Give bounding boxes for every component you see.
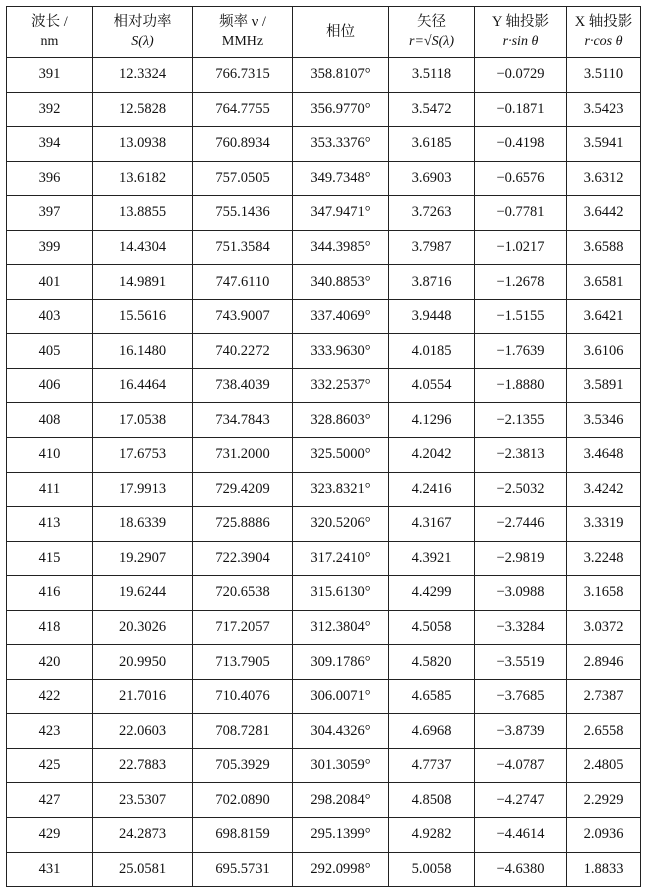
table-row: [7, 714, 641, 749]
relative-power-cell: 13.0938: [93, 127, 193, 162]
header-frequency-label: 频率 ν /: [219, 14, 266, 30]
phase-cell: 312.3804°: [293, 610, 389, 645]
header-y-projection: [475, 7, 567, 58]
header-radius-vector-formula: r=√S(λ): [409, 34, 454, 49]
header-phase-label: 相位: [326, 23, 355, 40]
frequency-cell: 713.7905: [193, 645, 293, 680]
radius-cell: 4.5820: [389, 645, 475, 680]
frequency-cell: 766.7315: [193, 58, 293, 93]
wavelength-cell: 415: [7, 541, 93, 576]
radius-cell: 4.8508: [389, 783, 475, 818]
radius-cell: 3.6185: [389, 127, 475, 162]
radius-cell: 3.5118: [389, 58, 475, 93]
x-projection-cell: 2.4805: [567, 748, 641, 783]
radius-cell: 3.7987: [389, 230, 475, 265]
frequency-cell: 702.0890: [193, 783, 293, 818]
y-projection-cell: −0.4198: [475, 127, 567, 162]
phase-cell: 298.2084°: [293, 783, 389, 818]
phase-cell: 340.8853°: [293, 265, 389, 300]
frequency-cell: 740.2272: [193, 334, 293, 369]
x-projection-cell: 3.6106: [567, 334, 641, 369]
y-projection-cell: −1.7639: [475, 334, 567, 369]
frequency-cell: 751.3584: [193, 230, 293, 265]
radius-cell: 3.9448: [389, 299, 475, 334]
radius-cell: 4.3167: [389, 507, 475, 542]
phase-cell: 353.3376°: [293, 127, 389, 162]
wavelength-cell: 397: [7, 196, 93, 231]
header-y-projection-label: Y 轴投影: [491, 14, 550, 30]
phase-cell: 328.8603°: [293, 403, 389, 438]
phase-cell: 323.8321°: [293, 472, 389, 507]
table-row: [7, 852, 641, 887]
phase-cell: 309.1786°: [293, 645, 389, 680]
data-table-container: [6, 6, 640, 887]
x-projection-cell: 1.8833: [567, 852, 641, 887]
radius-cell: 3.6903: [389, 161, 475, 196]
radius-cell: 4.0554: [389, 368, 475, 403]
y-projection-cell: −4.6380: [475, 852, 567, 887]
relative-power-cell: 13.6182: [93, 161, 193, 196]
x-projection-cell: 3.6588: [567, 230, 641, 265]
relative-power-cell: 22.0603: [93, 714, 193, 749]
wavelength-cell: 422: [7, 679, 93, 714]
table-row: [7, 299, 641, 334]
phase-cell: 332.2537°: [293, 368, 389, 403]
table-row: [7, 438, 641, 473]
wavelength-cell: 410: [7, 438, 93, 473]
x-projection-cell: 3.3319: [567, 507, 641, 542]
table-row: [7, 127, 641, 162]
wavelength-cell: 418: [7, 610, 93, 645]
phase-cell: 325.5000°: [293, 438, 389, 473]
table-row: [7, 196, 641, 231]
radius-cell: 4.1296: [389, 403, 475, 438]
frequency-cell: 698.8159: [193, 818, 293, 853]
frequency-cell: 734.7843: [193, 403, 293, 438]
x-projection-cell: 3.6312: [567, 161, 641, 196]
table-body: [7, 58, 641, 887]
wavelength-cell: 391: [7, 58, 93, 93]
x-projection-cell: 3.5346: [567, 403, 641, 438]
y-projection-cell: −0.0729: [475, 58, 567, 93]
relative-power-cell: 12.5828: [93, 92, 193, 127]
phase-cell: 315.6130°: [293, 576, 389, 611]
wavelength-cell: 413: [7, 507, 93, 542]
phase-cell: 304.4326°: [293, 714, 389, 749]
frequency-cell: 717.2057: [193, 610, 293, 645]
header-relative-power-label: 相对功率: [113, 14, 172, 30]
radius-cell: 5.0058: [389, 852, 475, 887]
table-row: [7, 368, 641, 403]
frequency-cell: 747.6110: [193, 265, 293, 300]
phase-cell: 320.5206°: [293, 507, 389, 542]
header-frequency: [193, 7, 293, 58]
x-projection-cell: 3.1658: [567, 576, 641, 611]
relative-power-cell: 17.0538: [93, 403, 193, 438]
relative-power-cell: 19.2907: [93, 541, 193, 576]
table-row: [7, 507, 641, 542]
table-row: [7, 92, 641, 127]
radius-cell: 4.6585: [389, 679, 475, 714]
wavelength-cell: 396: [7, 161, 93, 196]
relative-power-cell: 25.0581: [93, 852, 193, 887]
relative-power-cell: 16.1480: [93, 334, 193, 369]
phase-cell: 306.0071°: [293, 679, 389, 714]
x-projection-cell: 2.2929: [567, 783, 641, 818]
x-projection-cell: 3.6581: [567, 265, 641, 300]
frequency-cell: 743.9007: [193, 299, 293, 334]
header-wavelength-label: 波长 /: [31, 14, 68, 30]
table-row: [7, 610, 641, 645]
x-projection-cell: 3.6421: [567, 299, 641, 334]
radius-cell: 4.2416: [389, 472, 475, 507]
y-projection-cell: −2.9819: [475, 541, 567, 576]
y-projection-cell: −4.0787: [475, 748, 567, 783]
relative-power-cell: 12.3324: [93, 58, 193, 93]
wavelength-cell: 425: [7, 748, 93, 783]
frequency-cell: 710.4076: [193, 679, 293, 714]
frequency-cell: 720.6538: [193, 576, 293, 611]
header-relative-power-symbol: S(λ): [131, 34, 154, 49]
phase-cell: 317.2410°: [293, 541, 389, 576]
table-row: [7, 783, 641, 818]
y-projection-cell: −2.1355: [475, 403, 567, 438]
phase-cell: 337.4069°: [293, 299, 389, 334]
wavelength-cell: 405: [7, 334, 93, 369]
radius-cell: 4.5058: [389, 610, 475, 645]
y-projection-cell: −0.1871: [475, 92, 567, 127]
frequency-cell: 725.8886: [193, 507, 293, 542]
wavelength-cell: 429: [7, 818, 93, 853]
y-projection-cell: −1.8880: [475, 368, 567, 403]
frequency-cell: 705.3929: [193, 748, 293, 783]
x-projection-cell: 3.4242: [567, 472, 641, 507]
wavelength-cell: 431: [7, 852, 93, 887]
x-projection-cell: 3.5423: [567, 92, 641, 127]
table-row: [7, 265, 641, 300]
phase-cell: 292.0998°: [293, 852, 389, 887]
table-row: [7, 334, 641, 369]
relative-power-cell: 20.9950: [93, 645, 193, 680]
relative-power-cell: 20.3026: [93, 610, 193, 645]
relative-power-cell: 13.8855: [93, 196, 193, 231]
table-row: [7, 403, 641, 438]
table-row: [7, 645, 641, 680]
y-projection-cell: −3.5519: [475, 645, 567, 680]
frequency-cell: 722.3904: [193, 541, 293, 576]
table-row: [7, 58, 641, 93]
frequency-cell: 764.7755: [193, 92, 293, 127]
relative-power-cell: 23.5307: [93, 783, 193, 818]
x-projection-cell: 3.0372: [567, 610, 641, 645]
wavelength-cell: 401: [7, 265, 93, 300]
header-relative-power: [93, 7, 193, 58]
header-wavelength-unit: nm: [40, 34, 59, 49]
wavelength-cell: 423: [7, 714, 93, 749]
phase-cell: 295.1399°: [293, 818, 389, 853]
header-y-projection-formula: r·sin θ: [502, 34, 539, 49]
y-projection-cell: −4.2747: [475, 783, 567, 818]
table-row: [7, 818, 641, 853]
header-phase: [293, 7, 389, 58]
wavelength-cell: 408: [7, 403, 93, 438]
x-projection-cell: 3.5110: [567, 58, 641, 93]
relative-power-cell: 15.5616: [93, 299, 193, 334]
y-projection-cell: −3.3284: [475, 610, 567, 645]
relative-power-cell: 14.9891: [93, 265, 193, 300]
y-projection-cell: −4.4614: [475, 818, 567, 853]
radius-cell: 4.9282: [389, 818, 475, 853]
relative-power-cell: 17.9913: [93, 472, 193, 507]
table-row: [7, 748, 641, 783]
relative-power-cell: 17.6753: [93, 438, 193, 473]
header-row: [7, 7, 641, 58]
x-projection-cell: 3.6442: [567, 196, 641, 231]
phase-cell: 347.9471°: [293, 196, 389, 231]
header-frequency-unit: MMHz: [221, 34, 264, 49]
frequency-cell: 731.2000: [193, 438, 293, 473]
radius-cell: 3.5472: [389, 92, 475, 127]
frequency-cell: 708.7281: [193, 714, 293, 749]
frequency-cell: 755.1436: [193, 196, 293, 231]
table-row: [7, 541, 641, 576]
y-projection-cell: −1.0217: [475, 230, 567, 265]
table-row: [7, 161, 641, 196]
table-row: [7, 472, 641, 507]
table-row: [7, 576, 641, 611]
y-projection-cell: −0.7781: [475, 196, 567, 231]
y-projection-cell: −2.5032: [475, 472, 567, 507]
header-radius-vector-label: 矢径: [417, 14, 446, 30]
wavelength-cell: 403: [7, 299, 93, 334]
relative-power-cell: 22.7883: [93, 748, 193, 783]
table-row: [7, 679, 641, 714]
y-projection-cell: −2.7446: [475, 507, 567, 542]
relative-power-cell: 21.7016: [93, 679, 193, 714]
frequency-cell: 757.0505: [193, 161, 293, 196]
x-projection-cell: 2.6558: [567, 714, 641, 749]
header-radius-vector: [389, 7, 475, 58]
phase-cell: 344.3985°: [293, 230, 389, 265]
x-projection-cell: 2.8946: [567, 645, 641, 680]
y-projection-cell: −0.6576: [475, 161, 567, 196]
radius-cell: 4.2042: [389, 438, 475, 473]
header-x-projection: [567, 7, 641, 58]
table-header: [7, 7, 641, 58]
wavelength-cell: 427: [7, 783, 93, 818]
phase-cell: 358.8107°: [293, 58, 389, 93]
table-row: [7, 230, 641, 265]
relative-power-cell: 14.4304: [93, 230, 193, 265]
frequency-cell: 729.4209: [193, 472, 293, 507]
relative-power-cell: 24.2873: [93, 818, 193, 853]
wavelength-cell: 406: [7, 368, 93, 403]
radius-cell: 4.0185: [389, 334, 475, 369]
radius-cell: 4.3921: [389, 541, 475, 576]
wavelength-cell: 394: [7, 127, 93, 162]
header-x-projection-formula: r·cos θ: [584, 34, 623, 49]
relative-power-cell: 16.4464: [93, 368, 193, 403]
y-projection-cell: −1.5155: [475, 299, 567, 334]
x-projection-cell: 3.5891: [567, 368, 641, 403]
spectral-data-table: [6, 6, 641, 887]
frequency-cell: 695.5731: [193, 852, 293, 887]
phase-cell: 301.3059°: [293, 748, 389, 783]
phase-cell: 349.7348°: [293, 161, 389, 196]
x-projection-cell: 3.2248: [567, 541, 641, 576]
wavelength-cell: 420: [7, 645, 93, 680]
y-projection-cell: −2.3813: [475, 438, 567, 473]
wavelength-cell: 416: [7, 576, 93, 611]
radius-cell: 3.7263: [389, 196, 475, 231]
x-projection-cell: 2.0936: [567, 818, 641, 853]
frequency-cell: 760.8934: [193, 127, 293, 162]
y-projection-cell: −1.2678: [475, 265, 567, 300]
phase-cell: 333.9630°: [293, 334, 389, 369]
frequency-cell: 738.4039: [193, 368, 293, 403]
wavelength-cell: 392: [7, 92, 93, 127]
y-projection-cell: −3.8739: [475, 714, 567, 749]
radius-cell: 4.6968: [389, 714, 475, 749]
y-projection-cell: −3.0988: [475, 576, 567, 611]
header-x-projection-label: X 轴投影: [574, 14, 633, 30]
wavelength-cell: 411: [7, 472, 93, 507]
phase-cell: 356.9770°: [293, 92, 389, 127]
wavelength-cell: 399: [7, 230, 93, 265]
header-wavelength: [7, 7, 93, 58]
y-projection-cell: −3.7685: [475, 679, 567, 714]
relative-power-cell: 18.6339: [93, 507, 193, 542]
x-projection-cell: 2.7387: [567, 679, 641, 714]
radius-cell: 3.8716: [389, 265, 475, 300]
radius-cell: 4.4299: [389, 576, 475, 611]
radius-cell: 4.7737: [389, 748, 475, 783]
relative-power-cell: 19.6244: [93, 576, 193, 611]
x-projection-cell: 3.5941: [567, 127, 641, 162]
x-projection-cell: 3.4648: [567, 438, 641, 473]
